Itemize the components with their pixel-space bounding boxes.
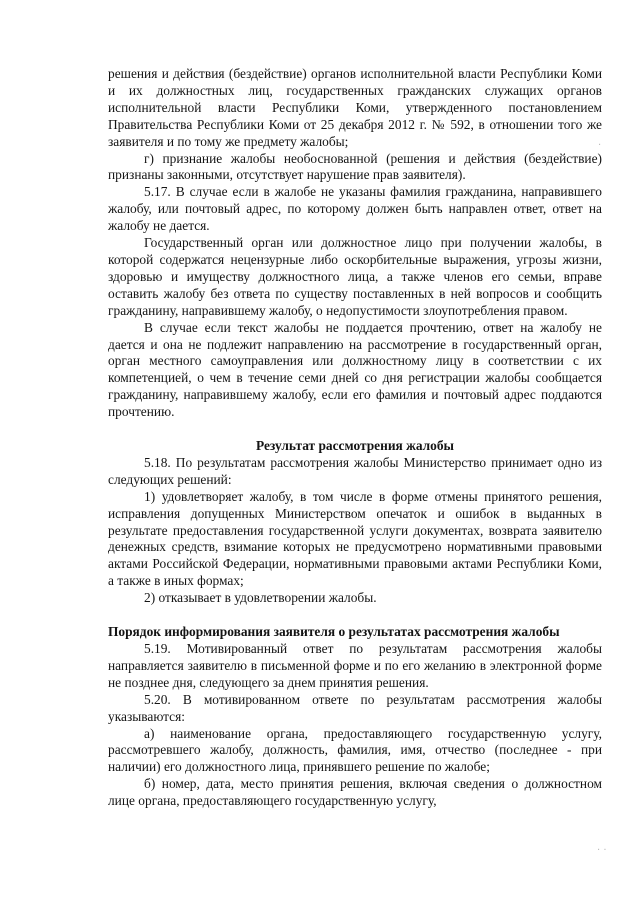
paragraph-decision-2: 2) отказывает в удовлетворении жалобы. bbox=[144, 590, 377, 606]
paragraph-item-b: б) номер, дата, место принятия решения, включая сведения о должностном лице органа, предоставляющего государственную услугу, bbox=[108, 776, 602, 809]
paragraph-unreadable-complaint: В случае если текст жалобы не поддается прочтению, ответ на жалобу не дается и она не подлежит направлению на рассмотрение в государственный орган, орган местного самоуправления или должностному лицу в соответствии с их компетенцией, о чем в течение семи дней со дня регистрации жалобы сообщается гражданину, направившему жалобу, если его фамилия и почтовый адрес поддаются прочтению. bbox=[108, 319, 602, 420]
paragraph-continuation: решения и действия (бездействие) органов исполнительной власти Республики Коми и их должностных лиц, государственных гражданских служащих органов исполнительной власти Республики Коми, утвержденного постановлением Правительства Республики Коми от 25 декабря 2012 г. № 592, в отношении того же заявителя и по тому же предмету жалобы; bbox=[108, 66, 602, 149]
paragraph-5-19: 5.19. Мотивированный ответ по результатам рассмотрения жалобы направляется заявителю в письменной форме и по его желанию в электронной форме не позднее дня, следующего за днем принятия решения. bbox=[108, 641, 602, 690]
paragraph-item-g: г) признание жалобы необоснованной (решения и действия (бездействие) признаны законными, отсутствует нарушение прав заявителя). bbox=[108, 150, 602, 183]
document-body bbox=[108, 66, 602, 810]
paragraph-decision-1: 1) удовлетворяет жалобу, в том числе в форме отмены принятого решения, исправления допущенных Министерством опечаток и ошибок в выданных в результате предоставления государственной услуги документах, возврата заявителю денежных средств, взимание которых не предусмотрено нормативными правовыми актами Российской Федерации, нормативными правовыми актами Республики Коми, а также в иных формах; bbox=[108, 488, 602, 589]
scan-speck: · · bbox=[597, 845, 607, 856]
paragraph-5-18: 5.18. По результатам рассмотрения жалобы Министерство принимает одно из следующих решений: bbox=[108, 454, 602, 487]
paragraph-5-17: 5.17. В случае если в жалобе не указаны фамилия гражданина, направившего жалобу, или почтовый адрес, по которому должен быть направлен ответ, ответ на жалобу не дается. bbox=[108, 184, 602, 234]
section-heading-result: Результат рассмотрения жалобы bbox=[255, 438, 455, 454]
section-heading-informing: Порядок информирования заявителя о результатах рассмотрения жалобы bbox=[108, 624, 560, 640]
paragraph-5-20: 5.20. В мотивированном ответе по результатам рассмотрения жалобы указываются: bbox=[108, 691, 602, 724]
scan-speck: · bbox=[598, 140, 602, 151]
paragraph-obscene-complaint: Государственный орган или должностное лицо при получении жалобы, в которой содержатся нецензурные либо оскорбительные выражения, угрозы жизни, здоровью и имуществу должностного лица, а также членов его семьи, вправе оставить жалобу без ответа по существу поставленных в ней вопросов и сообщить гражданину, направившему жалобу, о недопустимости злоупотребления правом. bbox=[108, 235, 602, 318]
paragraph-item-a: а) наименование органа, предоставляющего государственную услугу, рассмотревшего жалобу, должность, фамилия, имя, отчество (последнее - при наличии) его должностного лица, принявшего решение по жалобе; bbox=[108, 725, 602, 775]
